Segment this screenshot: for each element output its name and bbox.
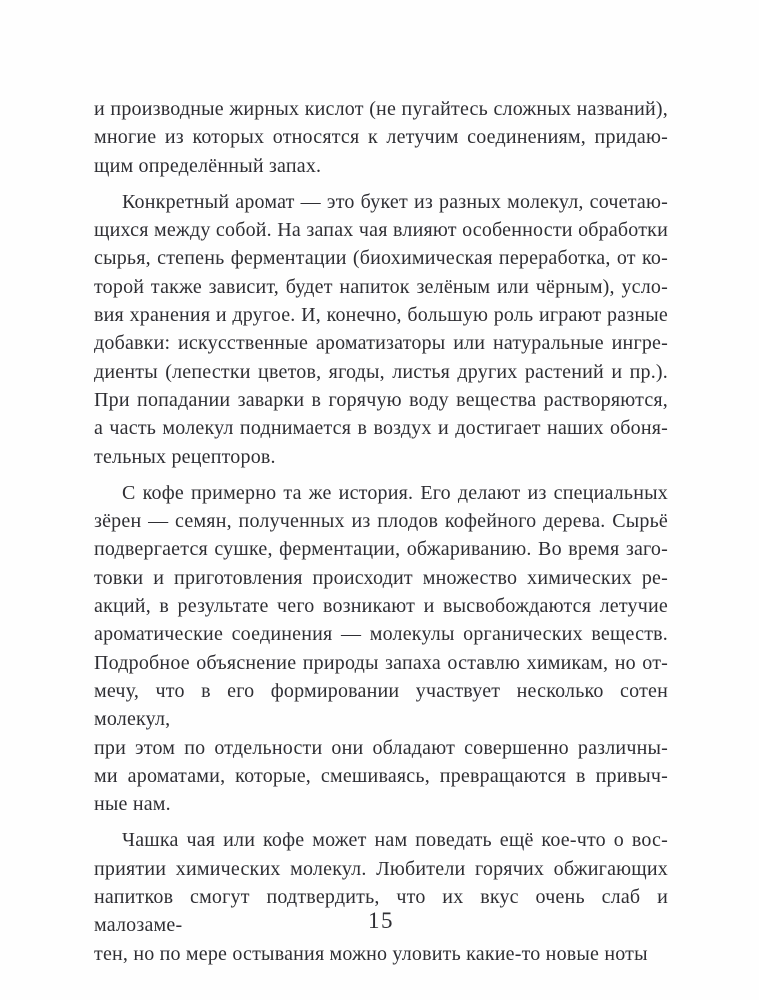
text-line: при этом по отдельности они обладают совершенно различны- bbox=[94, 736, 668, 759]
text-line: торой также зависит, будет напиток зелёным или чёрным), усло- bbox=[94, 275, 668, 298]
text-line: При попадании заварки в горячую воду вещества растворяются, bbox=[94, 388, 668, 411]
paragraph bbox=[94, 826, 668, 967]
text-line: ные нам. bbox=[94, 793, 171, 816]
text-line: зёрен — семян, полученных из плодов кофейного дерева. Сырьё bbox=[94, 510, 668, 533]
body-text bbox=[94, 95, 668, 968]
text-line: щихся между собой. На запах чая влияют особенности обработки bbox=[94, 219, 668, 242]
text-line: С кофе примерно та же история. Его делают из специальных bbox=[122, 481, 668, 504]
text-line: товки и приготовления происходит множество химических ре- bbox=[94, 566, 668, 589]
text-line: многие из которых относятся к летучим соединениям, придаю- bbox=[94, 126, 668, 149]
text-line: диенты (лепестки цветов, ягоды, листья других растений и пр.). bbox=[94, 360, 668, 383]
text-line: сырья, степень ферментации (биохимическая переработка, от ко- bbox=[94, 247, 668, 270]
text-line: напитков смогут подтвердить, что их вкус очень слаб и малозаме- bbox=[94, 886, 668, 937]
text-line: вия хранения и другое. И, конечно, большую роль играют разные bbox=[94, 304, 668, 327]
paragraph bbox=[94, 95, 668, 180]
text-line: щим определённый запах. bbox=[94, 154, 322, 177]
paragraph bbox=[94, 188, 668, 471]
text-line: Подробное объяснение природы запаха оставлю химикам, но от- bbox=[94, 651, 668, 674]
text-line: приятии химических молекул. Любители горячих обжигающих bbox=[94, 857, 668, 880]
text-line: ми ароматами, которые, смешиваясь, превращаются в привыч- bbox=[94, 764, 668, 787]
text-line: подвергается сушке, ферментации, обжариванию. Во время заго- bbox=[94, 538, 668, 561]
text-line: и производные жирных кислот (не пугайтесь сложных названий), bbox=[94, 98, 668, 120]
paragraph bbox=[94, 479, 668, 819]
text-line: Конкретный аромат — это букет из разных молекул, сочетаю- bbox=[122, 190, 668, 213]
text-line: акций, в результате чего возникают и высвобождаются летучие bbox=[94, 595, 668, 618]
text-line: тен, но по мере остывания можно уловить какие-то новые ноты bbox=[94, 942, 648, 965]
text-line: а часть молекул поднимается в воздух и достигает наших обоня- bbox=[94, 417, 668, 440]
text-line: тельных рецепторов. bbox=[94, 445, 276, 468]
text-line: мечу, что в его формировании участвует несколько сотен молекул, bbox=[94, 679, 668, 731]
text-line: ароматические соединения — молекулы органических веществ. bbox=[94, 623, 668, 646]
text-line: добавки: искусственные ароматизаторы или натуральные ингре- bbox=[94, 332, 668, 355]
page-number: 15 bbox=[368, 908, 394, 933]
text-line: Чашка чая или кофе может нам поведать ещё кое-что о вос- bbox=[122, 829, 668, 852]
